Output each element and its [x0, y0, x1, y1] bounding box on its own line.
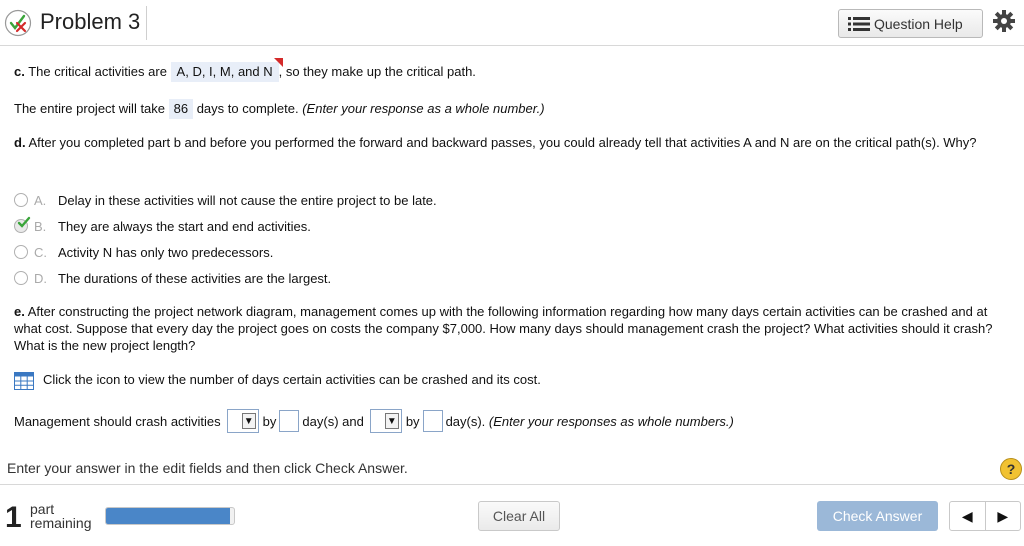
option-a-letter: A.: [34, 192, 47, 208]
option-c[interactable]: [14, 243, 273, 261]
radio-c[interactable]: [14, 245, 28, 259]
correct-check-icon: [17, 215, 31, 229]
parts-remaining-count: 1: [5, 501, 22, 534]
days-end-label: day(s).: [445, 413, 489, 429]
question-help-label: Question Help: [874, 15, 963, 32]
part-c-label: c.: [14, 64, 25, 79]
crash-hint: (Enter your responses as whole numbers.): [488, 413, 734, 429]
radio-b[interactable]: [14, 219, 28, 233]
list-icon: [848, 16, 870, 32]
critical-answer-value: A, D, I, M, and N: [176, 64, 273, 79]
critical-activities-answer[interactable]: [171, 62, 279, 82]
option-b-text: They are always the start and end activities.: [58, 218, 311, 234]
part-e-question: [14, 303, 1012, 354]
instruction-message: Enter your answer in the edit fields and then click Check Answer.: [7, 460, 408, 476]
option-c-text: Activity N has only two predecessors.: [58, 244, 274, 260]
dropdown-arrow-icon: ▼: [385, 413, 399, 429]
clear-all-button[interactable]: Clear All: [478, 501, 560, 531]
critical-text: The critical activities are: [24, 64, 171, 79]
progress-bar: [105, 507, 235, 525]
project-duration-answer[interactable]: 86: [169, 99, 193, 119]
previous-arrow-icon[interactable]: ◀: [950, 502, 986, 530]
problem-header: [0, 0, 1024, 46]
option-a[interactable]: [14, 191, 437, 209]
crash-answer-line: [14, 408, 734, 434]
part-d-text: After you completed part b and before you performed the forward and backward passes, you could already tell that activities A and N are on the critical path(s). Why?: [25, 135, 977, 150]
table-icon[interactable]: [14, 372, 34, 390]
gear-icon[interactable]: [992, 9, 1016, 33]
dropdown-arrow-icon: ▼: [242, 413, 256, 429]
option-d-text: The durations of these activities are the largest.: [58, 270, 332, 286]
activity-dropdown-1[interactable]: [227, 409, 259, 433]
by-label-2: by: [405, 413, 420, 429]
radio-a[interactable]: [14, 193, 28, 207]
activity-dropdown-2[interactable]: [370, 409, 402, 433]
page-title: Problem 3: [40, 9, 141, 34]
title-divider: [146, 6, 147, 40]
option-c-letter: C.: [34, 244, 47, 260]
parts-remaining-label: [30, 502, 91, 530]
part-e-label: e.: [14, 304, 25, 319]
duration-text: The entire project will take: [14, 101, 169, 116]
part-d-label: d.: [14, 135, 26, 150]
critical-suffix: , so they make up the critical path.: [278, 64, 476, 79]
option-b-letter: B.: [34, 218, 47, 234]
option-d[interactable]: [14, 269, 331, 287]
crash-days-input-1[interactable]: [279, 410, 299, 432]
part-d-question: [14, 134, 1012, 151]
days-and-label: day(s) and: [302, 413, 364, 429]
help-icon[interactable]: ?: [1000, 458, 1022, 480]
crash-days-input-2[interactable]: [423, 410, 443, 432]
project-duration-line: [14, 99, 545, 119]
partially-correct-icon: [4, 9, 32, 37]
critical-activities-line: [14, 62, 476, 82]
crash-table-instruction: Click the icon to view the number of days certain activities can be crashed and its cost.: [43, 372, 541, 387]
parts-label-line1: part: [30, 501, 55, 517]
by-label-1: by: [262, 413, 277, 429]
check-answer-button[interactable]: Check Answer: [817, 501, 938, 531]
incorrect-flag-icon: [274, 58, 283, 67]
question-help-button[interactable]: [838, 9, 983, 38]
progress-fill: [106, 508, 230, 524]
parts-label-line2: remaining: [30, 515, 92, 531]
crash-prefix: Management should crash activities: [14, 413, 221, 429]
radio-d[interactable]: [14, 271, 28, 285]
option-d-letter: D.: [34, 270, 47, 286]
footer-bar: [0, 485, 1024, 546]
duration-hint: (Enter your response as a whole number.): [302, 101, 545, 116]
option-b[interactable]: [14, 217, 311, 235]
next-arrow-icon[interactable]: ▶: [997, 507, 1009, 524]
part-e-text: After constructing the project network diagram, management comes up with the following information regarding how many days certain activities can be crashed and at what cost. Suppose that every day the project goes on costs the company $7,000. How many days should management crash the project? What activities should it crash? What is the new project length?: [14, 304, 993, 353]
question-navigation: [949, 501, 1021, 531]
option-a-text: Delay in these activities will not cause the entire project to be late.: [58, 192, 437, 208]
duration-suffix: days to complete.: [193, 101, 303, 116]
